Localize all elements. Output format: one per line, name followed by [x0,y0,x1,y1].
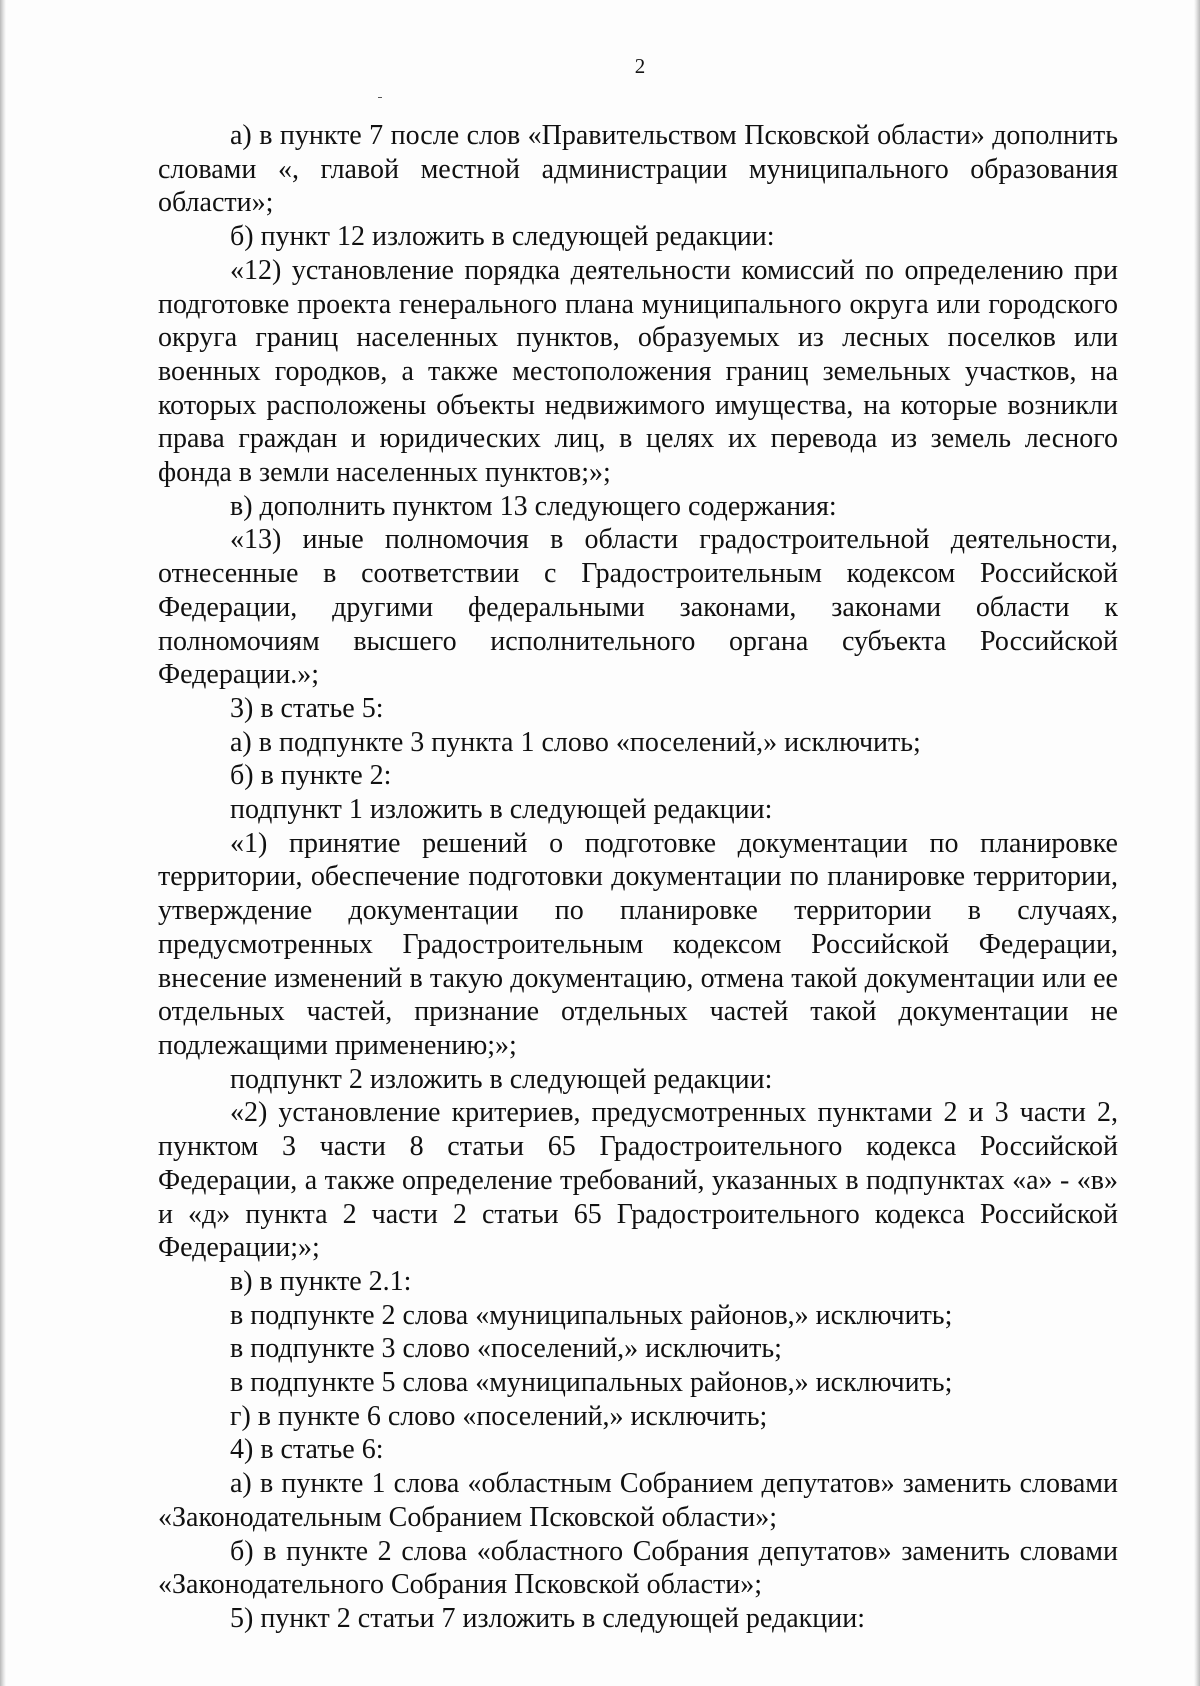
paragraph: а) в пункте 1 слова «областным Собранием депутатов» заменить словами «Законодательным Собранием Псковской области»; [158,1468,1118,1533]
paragraph: подпункт 1 изложить в следующей редакции: [230,794,773,826]
paragraph: а) в подпункте 3 пункта 1 слово «поселений,» исключить; [230,726,921,758]
paragraph: в) в пункте 2.1: [230,1265,412,1297]
paragraph: «1) принятие решений о подготовке документации по планировке территории, обеспечение подготовки документации по планировке территории, утверждение документации по планировке территории в случаях, предусмотренных Градостроительным кодексом Российской Федерации, внесение изменений в такую документацию, отмена такой документации или ее отдельных частей, признание отдельных частей такой документации не подлежащими применению;»; [158,827,1118,1061]
scan-edge-right [1194,0,1200,1686]
paragraph: б) в пункте 2 слова «областного Собрания депутатов» заменить словами «Законодательного Собрания Псковской области»; [158,1535,1118,1601]
paragraph: 5) пункт 2 статьи 7 изложить в следующей редакции: [230,1602,866,1634]
paragraph: 4) в статье 6: [230,1434,384,1466]
paragraph: 3) в статье 5: [230,692,384,724]
paragraph: в подпункте 2 слова «муниципальных районов,» исключить; [230,1299,953,1331]
paragraph: в подпункте 5 слова «муниципальных районов,» исключить; [230,1367,953,1399]
scan-edge-left [0,0,6,1686]
document-body [158,119,1118,1636]
paragraph: б) пункт 12 изложить в следующей редакции: [230,221,775,253]
paragraph: «2) установление критериев, предусмотренных пунктами 2 и 3 части 2, пунктом 3 части 8 статьи 65 Градостроительного кодекса Российской Федерации, а также определение требований, указанных в подпунктах «а» - «в» и «д» пункта 2 части 2 статьи 65 Градостроительного кодекса Российской Федерации;»; [158,1097,1118,1264]
page-number: 2 [634,54,646,78]
paragraph: подпункт 2 изложить в следующей редакции: [230,1063,773,1095]
scan-mark [378,97,382,98]
paragraph: б) в пункте 2: [230,760,392,792]
paragraph: в) дополнить пунктом 13 следующего содержания: [230,490,837,522]
paragraph: г) в пункте 6 слово «поселений,» исключить; [230,1400,768,1432]
paragraph: «13) иные полномочия в области градостроительной деятельности, отнесенные в соответствии с Градостроительным кодексом Российской Федерации, другими федеральными законами, законами области к полномочиям высшего исполнительного органа субъекта Российской Федерации.»; [158,524,1118,691]
paragraph: «12) установление порядка деятельности комиссий по определению при подготовке проекта генерального плана муниципального округа или городского округа границ населенных пунктов, образуемых из лесных поселков или военных городков, а также местоположения границ земельных участков, на которых расположены объекты недвижимого имущества, на которые возникли права граждан и юридических лиц, в целях их перевода из земель лесного фонда в земли населенных пунктов;»; [158,254,1118,489]
paragraph: а) в пункте 7 после слов «Правительством Псковской области» дополнить словами «, главой местной администрации муниципального образования области»; [158,120,1118,219]
paragraph: в подпункте 3 слово «поселений,» исключить; [230,1333,782,1365]
